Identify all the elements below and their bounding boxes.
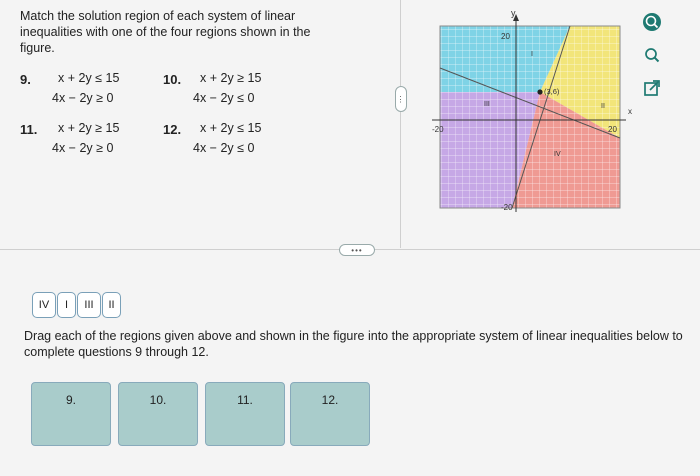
regions-figure [420, 8, 640, 218]
region-label-II: II [601, 103, 605, 110]
vertical-resize-handle[interactable] [395, 86, 407, 112]
drag-dots-icon: ••• [351, 245, 363, 255]
dropzone-9-label: 9. [65, 393, 77, 407]
y-axis-label: y [511, 8, 516, 18]
drag-instructions: Drag each of the regions given above and shown in the figure into the appropriate system of linear inequalities below to complete questions 9 through 12. [24, 329, 683, 359]
vertical-divider [400, 0, 401, 248]
region-label-III: III [484, 101, 490, 108]
tick-bottom-label: -20 [501, 203, 513, 212]
drag-chip-IV[interactable]: IV [32, 292, 56, 318]
problem-11-line1: x + 2y ≥ 15 [58, 121, 120, 135]
open-external-icon[interactable] [642, 78, 662, 98]
problem-10-line1: x + 2y ≥ 15 [200, 71, 262, 85]
drag-dots-icon: ⋮ [396, 94, 406, 104]
region-label-IV: IV [554, 151, 561, 158]
problem-11-number: 11. [20, 122, 38, 137]
dropzone-10[interactable] [118, 382, 198, 446]
drag-chip-III[interactable]: III [77, 292, 101, 318]
region-label-I: I [531, 51, 533, 58]
x-axis-label: x [628, 107, 632, 116]
problem-12-line2: 4x − 2y ≤ 0 [193, 141, 255, 155]
dropzone-11-label: 11. [237, 393, 253, 407]
dropzone-10-label: 10. [149, 393, 167, 407]
dropzone-9[interactable] [31, 382, 111, 446]
problem-9-line1: x + 2y ≤ 15 [58, 71, 120, 85]
instructions-text: Match the solution region of each system of linear inequalities with one of the four regions shown in the figure. [20, 9, 311, 55]
zoom-out-icon[interactable] [642, 45, 662, 65]
zoom-in-icon[interactable] [642, 12, 662, 32]
problem-9-number: 9. [20, 72, 31, 87]
tick-top-label: 20 [501, 32, 510, 41]
dropzone-12[interactable] [290, 382, 370, 446]
drag-chip-II[interactable]: II [102, 292, 121, 318]
dropzone-11[interactable] [205, 382, 285, 446]
tick-right-label: 20 [608, 125, 617, 134]
problem-9-line2: 4x − 2y ≥ 0 [52, 91, 114, 105]
problem-10-number: 10. [163, 72, 182, 87]
problem-12-line1: x + 2y ≤ 15 [200, 121, 262, 135]
problem-10-line2: 4x − 2y ≤ 0 [193, 91, 255, 105]
point-label: (3,6) [544, 87, 560, 96]
problem-11-line2: 4x − 2y ≥ 0 [52, 141, 114, 155]
tick-left-label: -20 [432, 125, 444, 134]
dropzone-12-label: 12. [321, 393, 339, 407]
intersection-point [537, 89, 542, 94]
drag-chip-I[interactable]: I [57, 292, 76, 318]
problem-12-number: 12. [163, 122, 182, 137]
horizontal-resize-handle[interactable] [339, 244, 375, 256]
